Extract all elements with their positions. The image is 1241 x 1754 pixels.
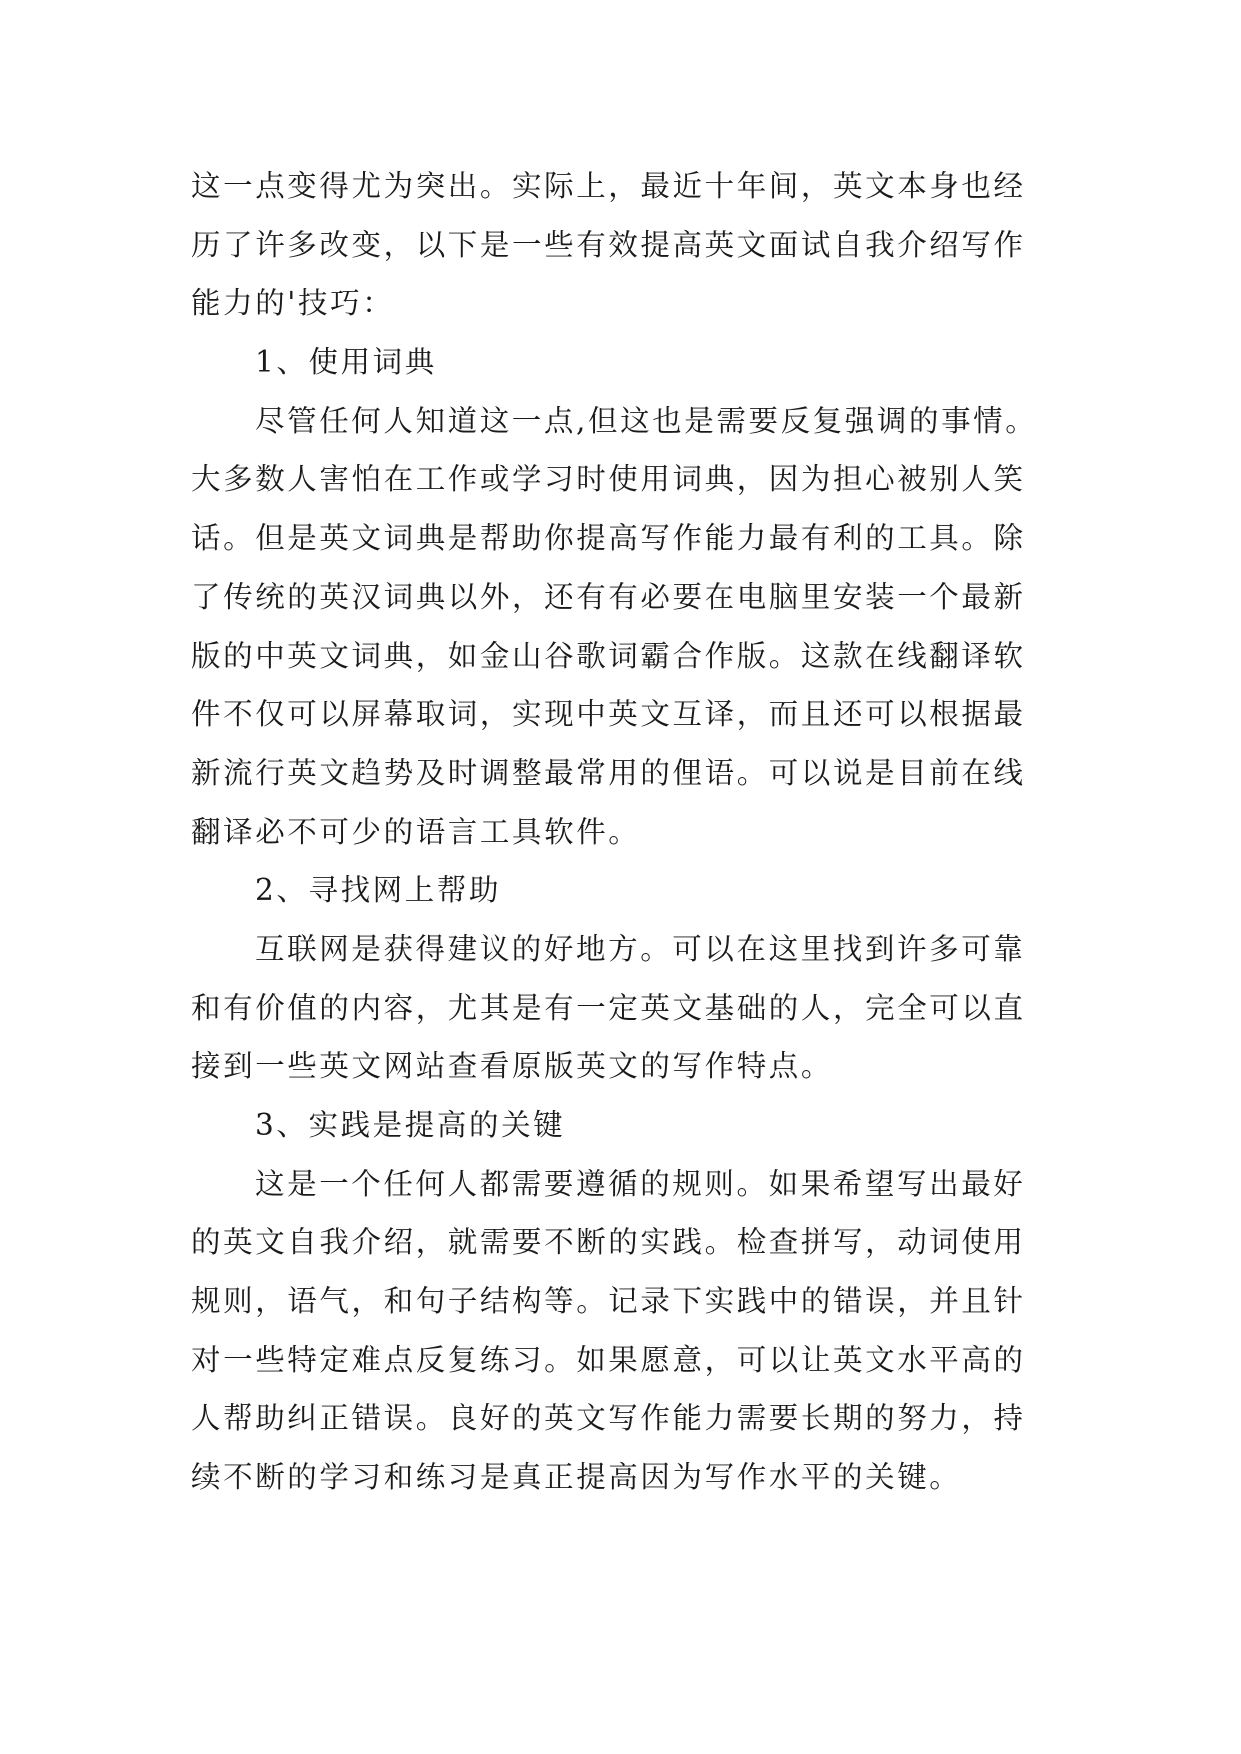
text-line: 了传统的英汉词典以外，还有有必要在电脑里安装一个最新	[191, 579, 1026, 614]
text-line: 能力的'技巧：	[191, 286, 395, 321]
text-line: 2、寻找网上帮助	[255, 873, 502, 908]
text-line: 互联网是获得建议的好地方。可以在这里找到许多可靠	[255, 931, 1026, 966]
text-line: 新流行英文趋势及时调整最常用的俚语。可以说是目前在线	[191, 755, 1026, 790]
text-line: 人帮助纠正错误。良好的英文写作能力需要长期的努力，持	[191, 1401, 1026, 1436]
text-line: 这是一个任何人都需要遵循的规则。如果希望写出最好	[255, 1166, 1026, 1201]
text-line: 续不断的学习和练习是真正提高因为写作水平的关键。	[191, 1460, 962, 1495]
text-line: 接到一些英文网站查看原版英文的写作特点。	[191, 1049, 834, 1084]
text-line: 这一点变得尤为突出。实际上，最近十年间，英文本身也经	[191, 169, 1026, 203]
text-line: 大多数人害怕在工作或学习时使用词典，因为担心被别人笑	[191, 462, 1026, 497]
text-line: 1、使用词典	[255, 345, 437, 380]
text-line: 规则，语气，和句子结构等。记录下实践中的错误，并且针	[191, 1284, 1026, 1319]
document-body	[191, 157, 1051, 1507]
text-line: 尽管任何人知道这一点,但这也是需要反复强调的事情。	[255, 403, 1038, 438]
text-line: 历了许多改变，以下是一些有效提高英文面试自我介绍写作	[191, 227, 1026, 262]
text-line: 话。但是英文词典是帮助你提高写作能力最有利的工具。除	[191, 521, 1026, 556]
text-line: 3、实践是提高的关键	[255, 1108, 566, 1142]
text-line: 和有价值的内容，尤其是有一定英文基础的人，完全可以直	[191, 990, 1026, 1025]
text-line: 件不仅可以屏幕取词，实现中英文互译，而且还可以根据最	[191, 697, 1026, 732]
text-line: 的英文自我介绍，就需要不断的实践。检查拼写，动词使用	[191, 1225, 1026, 1260]
text-line: 版的中英文词典，如金山谷歌词霸合作版。这款在线翻译软	[191, 638, 1026, 673]
text-line: 对一些特定难点反复练习。如果愿意，可以让英文水平高的	[191, 1342, 1026, 1377]
text-line: 翻译必不可少的语言工具软件。	[191, 814, 641, 849]
